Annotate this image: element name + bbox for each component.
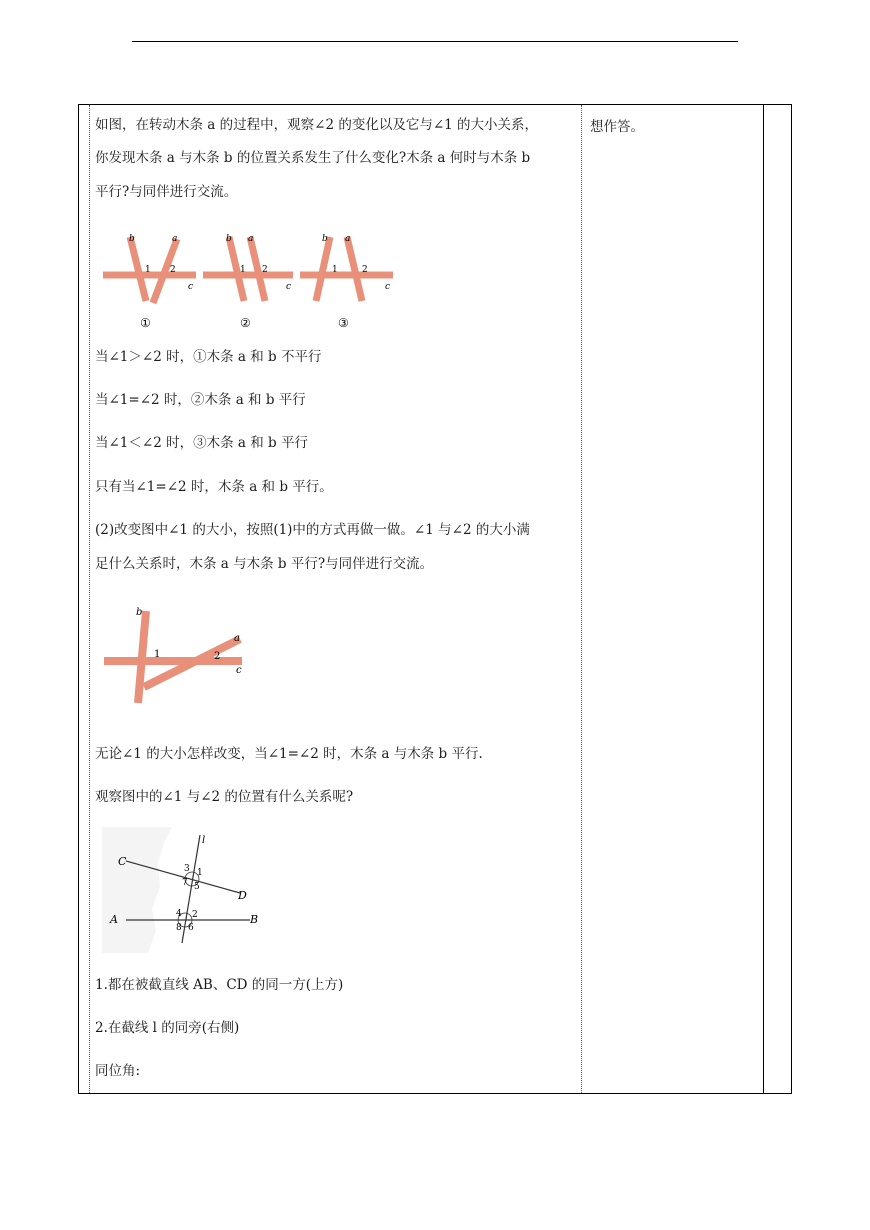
label-D: D [238, 889, 247, 902]
label-c-2: c [286, 282, 292, 292]
angle-2: 2 [192, 910, 198, 920]
label-b-3: b [322, 234, 328, 244]
caption-1: ① [140, 316, 151, 330]
label-A: A [110, 913, 118, 926]
paragraph-1-line-2: 你发现木条 a 与木条 b 的位置关系发生了什么变化?木条 a 何时与木条 b [95, 150, 531, 166]
angle-3: 3 [184, 864, 190, 874]
side-note: 想作答。 [590, 119, 644, 135]
paragraph-2-line-2: 足什么关系时，木条 a 与木条 b 平行?与同伴进行交流。 [95, 556, 434, 572]
wooden-sticks-figure-2 [102, 603, 252, 707]
caption-2: ② [240, 316, 251, 330]
stick-b [138, 611, 146, 703]
stick-diagram-2 [203, 234, 293, 330]
label-b-2: b [226, 234, 232, 244]
point-2: 2.在截线 l 的同旁(右侧) [95, 1020, 240, 1036]
paragraph-1-line-3: 平行?与同伴进行交流。 [95, 184, 238, 200]
main-content-cell [89, 105, 582, 1093]
angle-5: 5 [194, 882, 200, 892]
wooden-sticks-figure-1 [100, 227, 400, 331]
label-a-1: a [172, 234, 178, 244]
label-a-2: a [248, 234, 254, 244]
label-a: a [234, 633, 240, 644]
conclusion-2: 无论∠1 的大小怎样改变，当∠1=∠2 时，木条 a 与木条 b 平行. [95, 746, 483, 762]
angle-2-label: 2 [214, 651, 221, 662]
label-c-1: c [188, 282, 194, 292]
stick-b-1 [130, 237, 146, 301]
observation-question: 观察图中的∠1 与∠2 的位置有什么关系呢? [95, 789, 354, 805]
paragraph-1-line-1: 如图，在转动木条 a 的过程中，观察∠2 的变化以及它与∠1 的大小关系， [95, 117, 539, 133]
angle-1-label-3: 1 [332, 265, 338, 275]
header-rule [132, 41, 738, 42]
angle-1-label-1: 1 [145, 265, 151, 275]
angle-2-label-2: 2 [262, 265, 268, 275]
stick-b-3 [316, 237, 330, 301]
angle-1-label-2: 1 [240, 265, 246, 275]
label-c: c [236, 665, 242, 676]
corresponding-angles-figure [102, 827, 262, 953]
angle-1: 1 [197, 868, 203, 878]
angle-1-label: 1 [154, 649, 161, 660]
label-C: C [118, 855, 127, 868]
stick-diagram-1 [103, 234, 196, 330]
conclusion-1: 只有当∠1=∠2 时，木条 a 和 b 平行。 [95, 479, 333, 495]
paper-background [102, 827, 172, 953]
observation-2: 当∠1=∠2 时，②木条 a 和 b 平行 [95, 392, 306, 408]
student-activity-cell [582, 105, 764, 1093]
observation-3: 当∠1＜∠2 时，③木条 a 和 b 平行 [95, 435, 308, 451]
angle-6: 6 [188, 923, 194, 933]
paragraph-2-line-1: (2)改变图中∠1 的大小，按照(1)中的方式再做一做。∠1 与∠2 的大小满 [95, 522, 530, 538]
label-c-3: c [385, 282, 391, 292]
point-1: 1.都在被截直线 AB、CD 的同一方(上方) [95, 977, 344, 993]
label-l: l [202, 835, 206, 846]
label-b-1: b [129, 234, 135, 244]
angle-2-label-1: 2 [170, 265, 176, 275]
label-B: B [250, 913, 259, 926]
angle-2-label-3: 2 [362, 265, 368, 275]
angle-4: 4 [176, 909, 182, 919]
lesson-table [78, 104, 792, 1094]
angle-7: 7 [182, 878, 188, 888]
stick-diagram-3 [300, 234, 393, 330]
observation-1: 当∠1＞∠2 时，①木条 a 和 b 不平行 [95, 349, 322, 365]
label-b: b [136, 607, 143, 618]
term-corresponding-angles: 同位角: [95, 1063, 141, 1079]
stick-a-3 [347, 237, 362, 301]
label-a-3: a [345, 234, 351, 244]
angle-8: 8 [176, 923, 182, 933]
caption-3: ③ [338, 316, 349, 330]
